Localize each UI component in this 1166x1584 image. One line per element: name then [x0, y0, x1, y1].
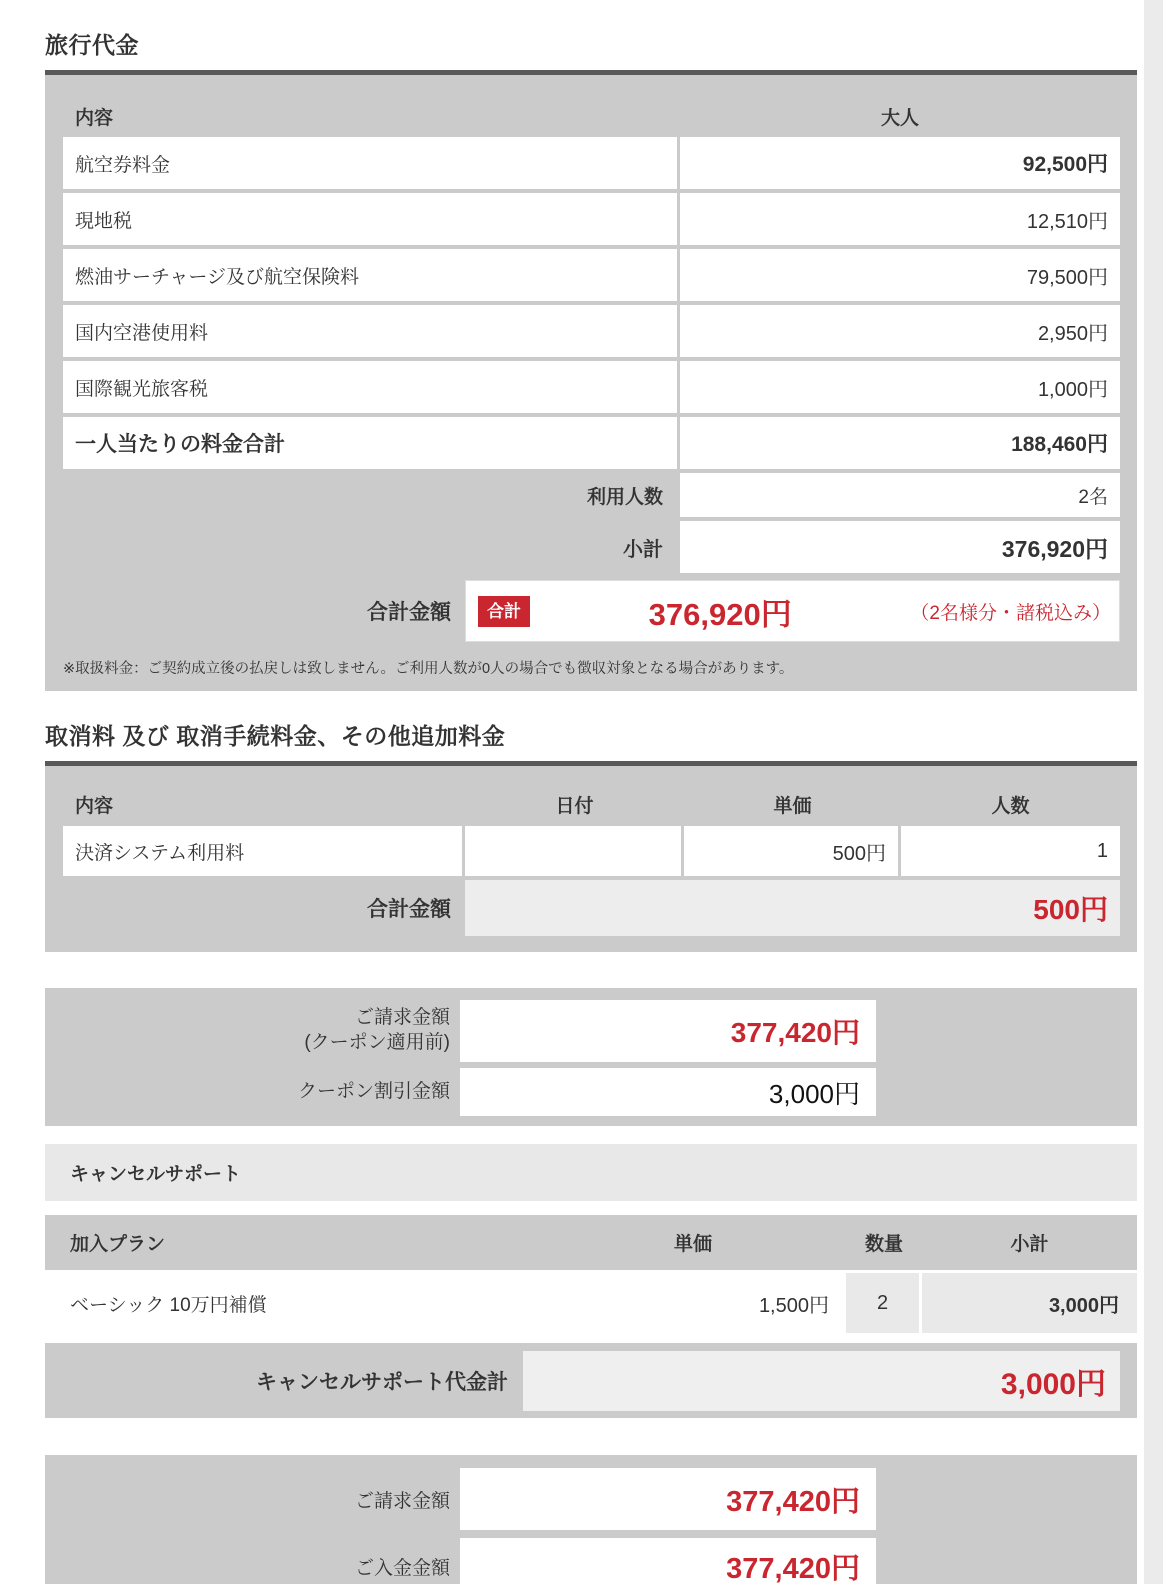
table-row [63, 305, 1120, 357]
cancel-support-total-row [45, 1343, 1137, 1418]
header-content: 内容 [75, 795, 114, 817]
table-row [63, 249, 1120, 301]
people-count-value: 2名 [680, 473, 1120, 517]
cancel-fee-title: 取消料 及び 取消手続料金、その他追加料金 [45, 723, 506, 749]
billing-value: 377,420円 [730, 1017, 860, 1048]
cancel-fee-total-value: 500円 [465, 880, 1120, 936]
cancel-support-total-value: 3,000円 [523, 1351, 1120, 1411]
row-unit-price: 500円 [684, 826, 898, 876]
grand-total-note: （2名様分・諸税込み） [910, 602, 1111, 624]
travel-price-title: 旅行代金 [45, 32, 139, 58]
vertical-scrollbar[interactable] [1144, 0, 1163, 1584]
billing-row [63, 1000, 1137, 1062]
header-adult: 大人 [880, 107, 919, 129]
header-subtotal: 小計 [1010, 1234, 1049, 1255]
header-quantity: 数量 [864, 1234, 903, 1255]
row-value: 188,460円 [680, 417, 1120, 469]
table-row [63, 137, 1120, 189]
grand-total-box [465, 580, 1120, 642]
row-value: 92,500円 [680, 137, 1120, 189]
table-row [63, 826, 1120, 876]
row-label: 燃油サーチャージ及び航空保険料 [63, 249, 677, 301]
cancel-support-row [45, 1273, 1137, 1333]
handling-fee-disclaimer: ※取扱料金：ご契約成立後の払戻しは致しません。ご利用人数が0人の場合でも徴収対象となる場合があります。 [63, 661, 794, 677]
invoice-amount-row [63, 1468, 1137, 1530]
billing-value-box [460, 1000, 876, 1062]
cancel-support-total-label: キャンセルサポート代金計 [256, 1370, 508, 1394]
subtotal-value: 376,920円 [680, 521, 1120, 573]
deposit-amount-label: ご入金金額 [354, 1557, 450, 1579]
header-content: 内容 [75, 107, 114, 129]
per-person-total-row [63, 417, 1120, 469]
row-people: 1 [901, 826, 1120, 876]
coupon-discount-value-box [460, 1068, 876, 1116]
cancel-fee-total-label: 合計金額 [367, 898, 451, 921]
billing-label [63, 1006, 460, 1055]
total-badge: 合計 [478, 596, 530, 627]
billing-label-line1: ご請求金額 [354, 1007, 450, 1029]
people-count-label: 利用人数 [586, 486, 663, 508]
row-label: 国際観光旅客税 [63, 361, 677, 413]
cancel-fee-panel [45, 761, 1137, 952]
header-plan: 加入プラン [70, 1234, 166, 1255]
row-value: 79,500円 [680, 249, 1120, 301]
row-label: 決済システム利用料 [63, 826, 462, 876]
coupon-discount-row [63, 1068, 1137, 1116]
coupon-discount-value: 3,000円 [768, 1078, 860, 1109]
invoice-amount-label: ご請求金額 [354, 1490, 450, 1512]
row-date [465, 826, 681, 876]
grand-total-amount: 376,920円 [648, 596, 792, 632]
plan-quantity: 2 [846, 1273, 919, 1333]
cancel-fee-table-header [63, 782, 1120, 826]
cancel-support-title: キャンセルサポート [45, 1144, 1137, 1201]
plan-unit-price: 1,500円 [540, 1273, 843, 1333]
travel-table-header [63, 95, 1120, 137]
row-label: 現地税 [63, 193, 677, 245]
header-date: 日付 [555, 795, 594, 817]
table-row [63, 361, 1120, 413]
cancel-support-section [45, 1144, 1137, 1418]
row-value: 12,510円 [680, 193, 1120, 245]
header-people: 人数 [991, 795, 1030, 817]
row-label: 航空券料金 [63, 137, 677, 189]
billing-before-coupon-panel [45, 988, 1137, 1126]
final-billing-panel [45, 1455, 1137, 1584]
plan-subtotal: 3,000円 [922, 1273, 1137, 1333]
row-value: 2,950円 [680, 305, 1120, 357]
travel-price-panel [45, 70, 1137, 691]
header-unit-price: 単価 [673, 1234, 712, 1255]
row-value: 1,000円 [680, 361, 1120, 413]
table-row [63, 193, 1120, 245]
deposit-amount-row [63, 1538, 1137, 1584]
billing-label-line2: (クーポン適用前) [304, 1032, 450, 1053]
coupon-discount-label: クーポン割引金額 [297, 1080, 450, 1102]
invoice-amount-value: 377,420円 [460, 1468, 876, 1530]
grand-total-row [63, 577, 1120, 645]
deposit-amount-value: 377,420円 [460, 1538, 876, 1584]
cancel-fee-total-row [63, 880, 1120, 936]
row-label: 国内空港使用料 [63, 305, 677, 357]
subtotal-row [63, 521, 1120, 573]
people-count-row [63, 473, 1120, 517]
row-label: 一人当たりの料金合計 [63, 417, 677, 469]
cancel-support-table-header [45, 1215, 1137, 1270]
page-content [45, 0, 1137, 1584]
plan-name: ベーシック 10万円補償 [45, 1273, 537, 1333]
header-unit-price: 単価 [773, 795, 812, 817]
grand-total-label: 合計金額 [367, 601, 451, 624]
subtotal-label: 小計 [623, 538, 663, 561]
